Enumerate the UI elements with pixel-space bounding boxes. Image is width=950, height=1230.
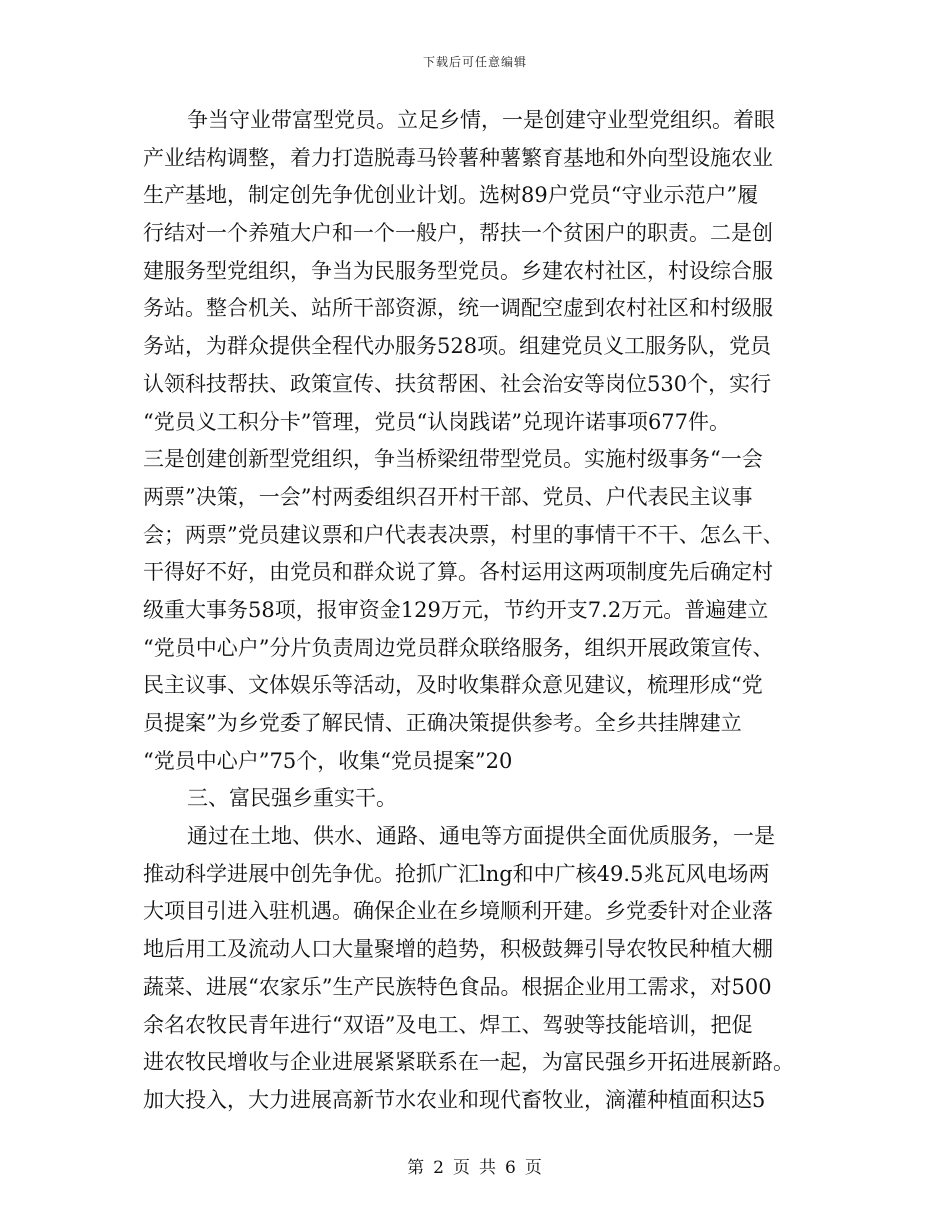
text-line: 民主议事、文体娱乐等活动，及时收集群众意见建议，梳理形成“党 <box>143 673 763 698</box>
text-line: 会；两票”党员建议票和户代表表决票，村里的事情干不干、怎么干、 <box>143 522 784 547</box>
footer-label-after: 页 <box>524 1158 543 1178</box>
text-line: 大项目引进入驻机遇。确保企业在乡境顺利开建。乡党委针对企业落 <box>143 899 773 924</box>
text-line: 级重大事务58项，报审资金129万元，节约开支7.2万元。普遍建立 <box>143 597 769 622</box>
text-line: “党员义工积分卡”管理，党员“认岗践诺”兑现许诺事项677件。 <box>143 409 731 434</box>
text-line: 务站。整合机关、站所干部资源，统一调配空虚到农村社区和村级服 <box>143 296 773 321</box>
text-line: 通过在土地、供水、通路、通电等方面提供全面优质服务，一是 <box>187 824 775 849</box>
total-pages-number: 6 <box>505 1158 517 1178</box>
text-line: “党员中心户”分片负责周边党员群众联络服务，组织开展政策宣传、 <box>143 635 774 660</box>
text-line: 建服务型党组织，争当为民服务型党员。乡建农村社区，村设综合服 <box>143 258 773 283</box>
text-line: 两票”决策，一会”村两委组织召开村干部、党员、户代表民主议事 <box>143 484 753 509</box>
text-line: 蔬菜、进展“农家乐”生产民族特色食品。根据企业用工需求，对500 <box>143 974 772 999</box>
page-footer <box>0 1153 950 1178</box>
footer-label-page: 页 <box>453 1158 471 1178</box>
section-heading: 三、富民强乡重实干。 <box>187 786 397 811</box>
text-line: 余名农牧民青年进行“双语”及电工、焊工、驾驶等技能培训，把促 <box>143 1012 753 1037</box>
text-line: 行结对一个养殖大户和一个一般户，帮扶一个贫困户的职责。二是创 <box>143 221 773 246</box>
text-line: 员提案”为乡党委了解民情、正确决策提供参考。全乡共挂牌建立 <box>143 711 742 735</box>
current-page-number: 2 <box>433 1158 445 1178</box>
text-line: 推动科学进展中创先争优。抢抓广汇lng和中广核49.5兆瓦风电场两 <box>143 861 770 886</box>
text-line: 争当守业带富型党员。立足乡情，一是创建守业型党组织。着眼 <box>187 108 775 132</box>
footer-label-before: 第 <box>407 1158 426 1178</box>
page-header: 下载后可任意编辑 <box>422 55 527 69</box>
text-line: “党员中心户”75个，收集“党员提案”20 <box>143 748 513 773</box>
document-body <box>143 102 813 1120</box>
text-line: 三是创建创新型党组织，争当桥梁纽带型党员。实施村级事务“一会 <box>143 447 763 472</box>
footer-label-total: 共 <box>479 1158 497 1178</box>
text-line: 加大投入，大力进展高新节水农业和现代畜牧业，滴灌种植面积达5 <box>143 1087 766 1112</box>
text-line: 生产基地，制定创先争优创业计划。选树89户党员“守业示范户”履 <box>143 183 759 208</box>
text-line: 地后用工及流动人口大量聚增的趋势，积极鼓舞引导农牧民种植大棚 <box>143 937 773 962</box>
text-line: 进农牧民增收与企业进展紧紧联系在一起，为富民强乡开拓进展新路。 <box>143 1050 794 1075</box>
text-line: 认领科技帮扶、政策宣传、扶贫帮困、社会治安等岗位530个，实行 <box>143 371 772 396</box>
text-line: 干得好不好，由党员和群众说了算。各村运用这两项制度先后确定村 <box>143 560 773 585</box>
text-line: 产业结构调整，着力打造脱毒马铃薯种薯繁育基地和外向型设施农业 <box>143 145 773 170</box>
text-line: 务站，为群众提供全程代办服务528项。组建党员义工服务队，党员 <box>143 334 772 359</box>
